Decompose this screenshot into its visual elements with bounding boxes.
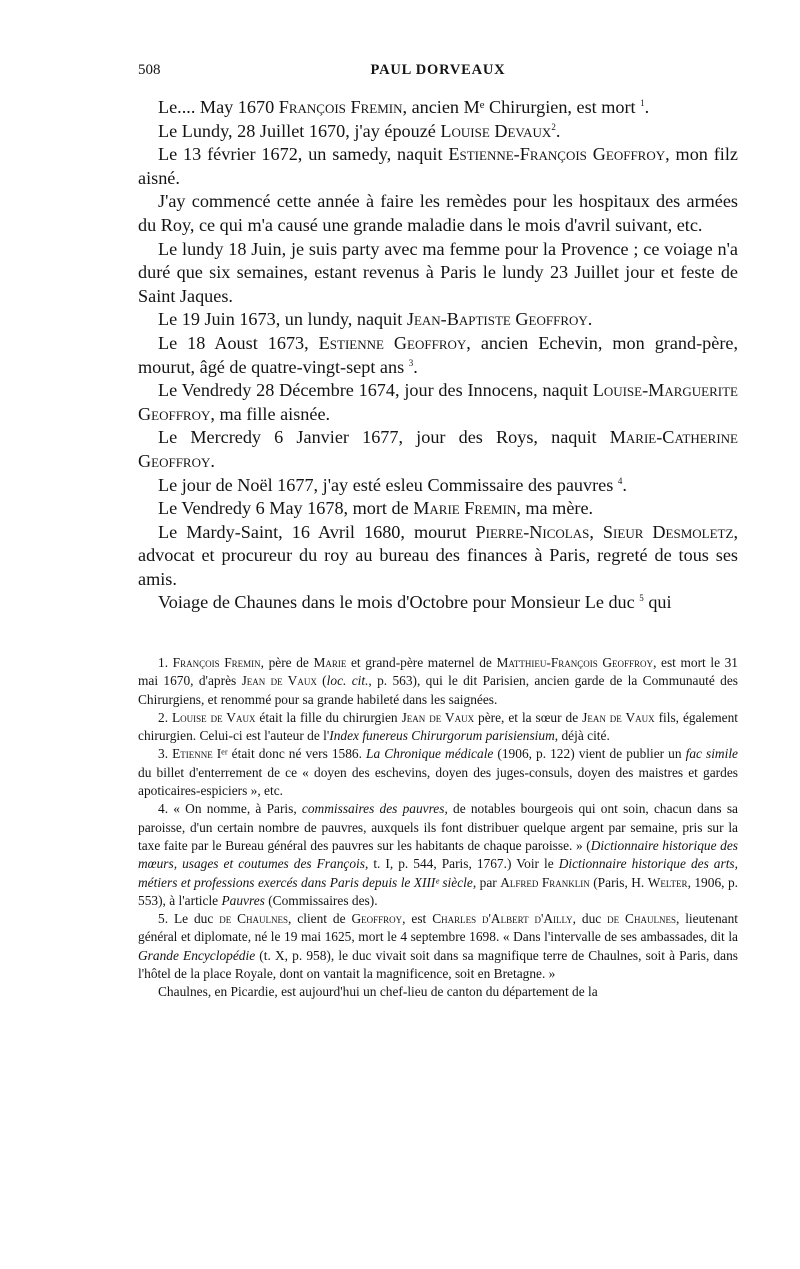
footnote: 4. « On nomme, à Paris, commissaires des pauvres, de notables bourgeois qui ont soin, chacun dans sa paroisse, d'un certain nombre de pauvres, auxquels ils font distribuer quelque argent par semaine, pris sur la taxe faite par le Bureau général des pauvres sur les habitants de chaque paroisse. » (Dictionnaire historique des mœurs, usages et coutumes des François, t. I, p. 544, Paris, 1767.) Voir le Dictionnaire historique des arts, métiers et professions exercés dans Paris depuis le XIIIᵉ siècle, par Alfred Franklin (Paris, H. Welter, 1906, p. 553), à l'article Pauvres (Commissaires des). — [138, 801, 738, 908]
footnote: 1. François Fremin, père de Marie et grand-père maternel de Matthieu-François Geoffroy, est mort le 31 mai 1670, d'après Jean de Vaux (loc. cit., p. 563), qui le dit Parisien, ancien garde de la Communauté des Chirurgiens, et renommé pour sa grande habileté dans les saignées. — [138, 655, 739, 707]
paragraph: Le Mercredy 6 Janvier 1677, jour des Roys, naquit Marie-Catherine Geoffroy. — [138, 427, 738, 471]
paragraph: Le 18 Aoust 1673, Estienne Geoffroy, ancien Echevin, mon grand-père, mourut, âgé de quatre-vingt-sept ans $^3$. — [138, 332, 738, 377]
footnote-continuation: Chaulnes, en Picardie, est aujourd'hui un chef-lieu de canton du département de la — [158, 984, 598, 1000]
footnote-ref: 4 — [617, 475, 623, 486]
person-name: Louise Devaux — [440, 120, 552, 141]
footnote-ref: 5 — [639, 593, 644, 604]
footnotes — [138, 654, 738, 1002]
running-head: PAUL DORVEAUX — [370, 62, 506, 78]
main-text — [138, 96, 738, 615]
footnote: 2. Louise de Vaux était la fille du chirurgien Jean de Vaux père, et la sœur de Jean de Vaux fils, également chirurgien. Celui-ci est l'auteur de l'Index funereus Chirurgorum parisiensium, déjà cité. — [138, 709, 738, 744]
paragraph: J'ay commencé cette année à faire les remèdes pour les hospitaux des armées du Roy, ce qui m'a causé une grande maladie dans le mois d'avril suivant, etc. — [138, 191, 738, 235]
footnote: 5. Le duc de Chaulnes, client de Geoffroy, est Charles d'Albert d'Ailly, duc de Chaulnes, lieutenant général et diplomate, né le 19 mai 1625, mort le 4 septembre 1698. « Dans l'intervalle de ses ambassades, dit la Grande Encyclopédie (t. X, p. 958), le duc vivait soit dans sa magnifique terre de Chaulnes, soit à Paris, dans l'hôtel de la place Royale, dont on vantait la magnificence, soit en Bretagne. » — [138, 911, 738, 982]
paragraph: Voiage de Chaunes dans le mois d'Octobre pour Monsieur Le duc $^5$ qui — [158, 592, 672, 613]
person-name: Estienne Geoffroy — [318, 332, 467, 353]
person-name: Louise-Marguerite Geoffroy — [138, 380, 738, 424]
paragraph: Le.... May 1670 François Fremin, ancien Mᵉ Chirurgien, est mort $^1$. — [158, 97, 650, 117]
page-number: 508 — [138, 62, 161, 78]
footnote-ref: 1 — [640, 97, 645, 108]
person-name: Jean-Baptiste Geoffroy — [406, 309, 588, 330]
paragraph: Le Lundy, 28 Juillet 1670, j'ay épouzé Louise Devaux$^2$. — [158, 120, 561, 141]
footnote-ref: 2 — [551, 121, 556, 132]
footnote-ref: 3 — [408, 357, 414, 368]
person-name: Pierre-Nicolas, Sieur Desmoletz — [475, 521, 734, 542]
paragraph: Le Vendredy 6 May 1678, mort de Marie Fremin, ma mère. — [158, 498, 594, 519]
paragraph: Le Vendredy 28 Décembre 1674, jour des Innocens, naquit Louise-Marguerite Geoffroy, ma fille aisnée. — [138, 380, 738, 424]
paragraph: Le Mardy-Saint, 16 Avril 1680, mourut Pierre-Nicolas, Sieur Desmoletz, advocat et procureur du roy au bureau des finances à Paris, regreté de tous ses amis. — [138, 521, 738, 589]
paragraph: Le 13 février 1672, un samedy, naquit Estienne-François Geoffroy, mon filz aisné. — [138, 144, 738, 188]
person-name: Marie-Catherine Geoffroy — [138, 427, 738, 471]
paragraph: Le lundy 18 Juin, je suis party avec ma femme pour la Provence ; ce voiage n'a duré que six semaines, estant revenus à Paris le lundy 23 Juillet jour et feste de Saint Jaques. — [138, 238, 738, 306]
person-name: Marie Fremin — [413, 498, 517, 519]
page-header — [138, 62, 738, 86]
person-name: Estienne-François Geoffroy — [448, 144, 666, 165]
paragraph: Le jour de Noël 1677, j'ay esté esleu Commissaire des pauvres $^4$. — [158, 474, 627, 495]
person-name: François Fremin — [278, 97, 403, 117]
paragraph: Le 19 Juin 1673, un lundy, naquit Jean-Baptiste Geoffroy. — [158, 309, 593, 330]
footnote: 3. Etienne Iᵉʳ était donc né vers 1586. La Chronique médicale (1906, p. 122) vient de publier un fac simile du billet d'enterrement de ce « doyen des eschevins, doyen des juges-consuls, doyen des maistres et gardes apoticaires-espiciers », etc. — [138, 746, 738, 799]
